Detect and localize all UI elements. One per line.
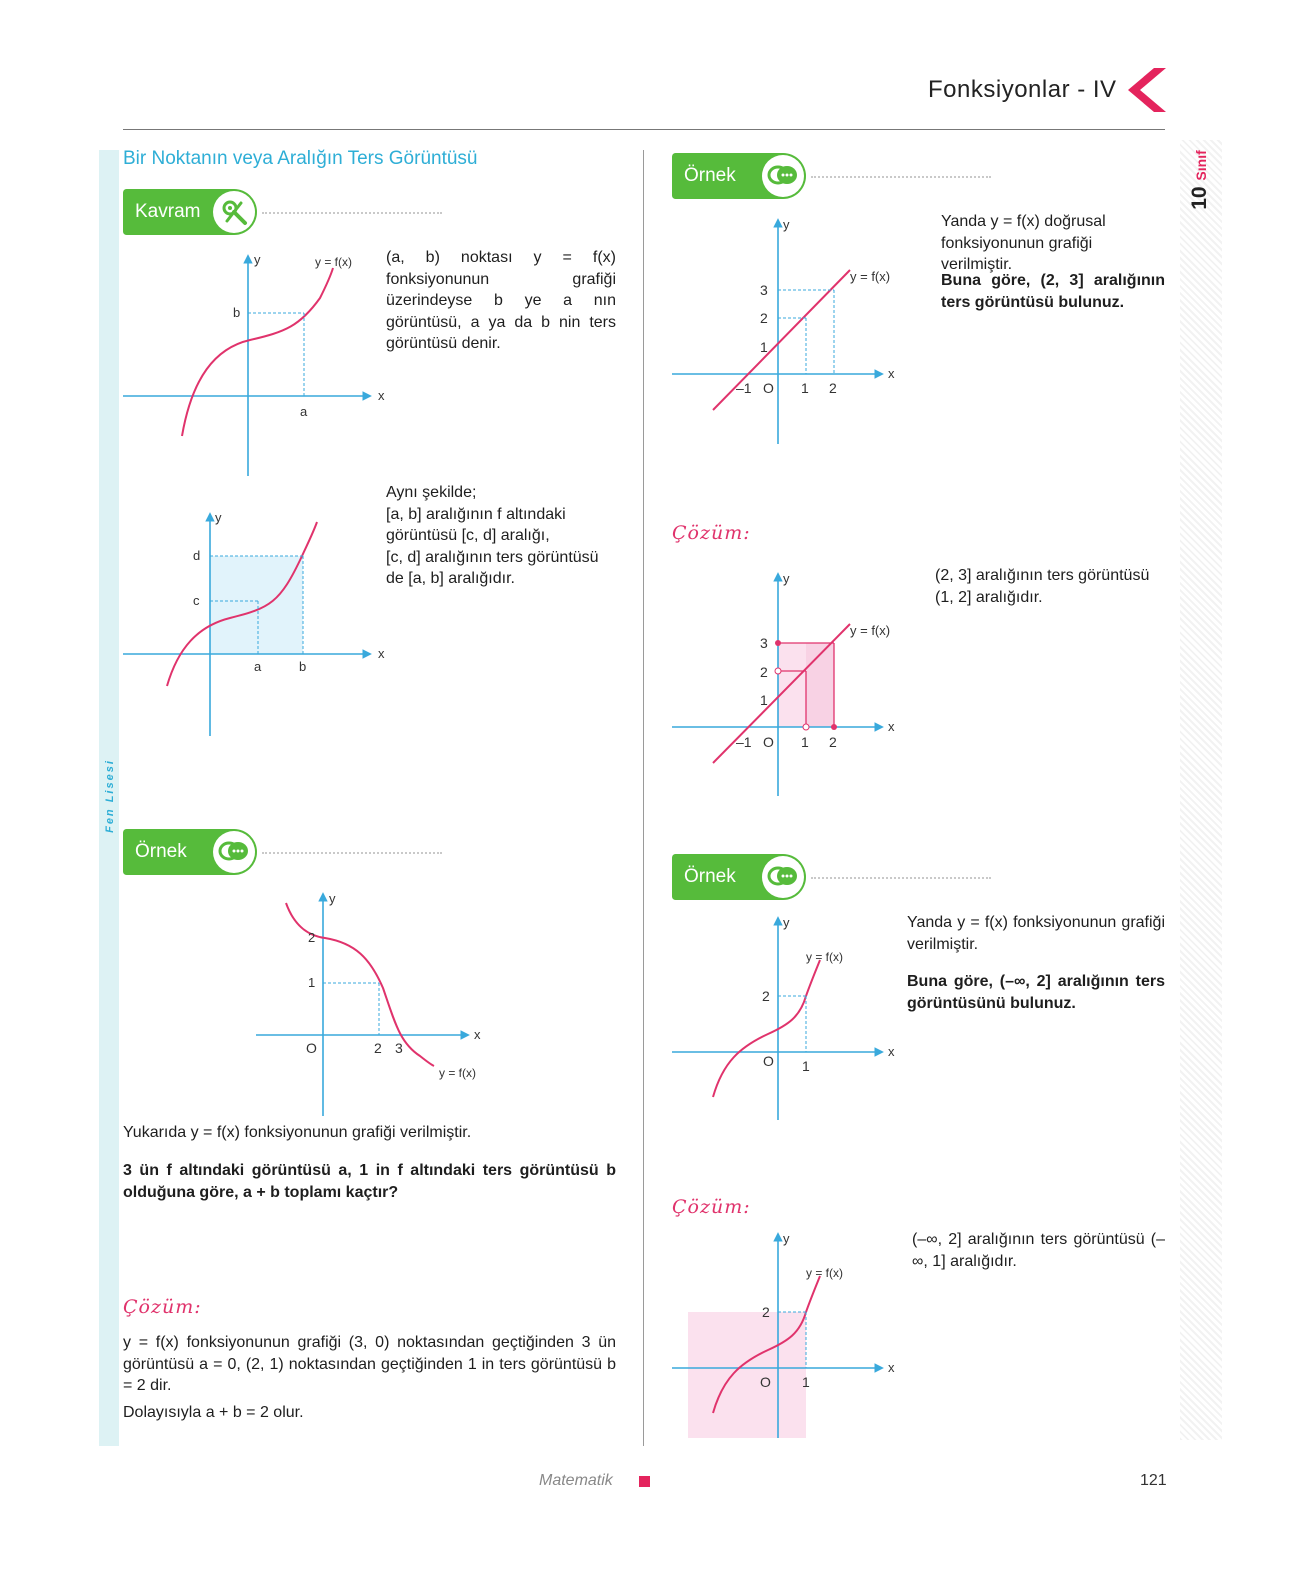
x-axis-label: x: [378, 646, 385, 661]
x-axis-label: x: [888, 1044, 895, 1059]
kavram-paragraph-2: [386, 482, 626, 590]
header-rule: [123, 129, 1165, 130]
column-divider: [643, 150, 644, 1446]
tick-y2: 2: [760, 310, 768, 326]
tick-a: a: [300, 404, 308, 419]
tick-y2: 2: [308, 930, 316, 945]
side-strip-label: Fen Lisesi: [104, 759, 116, 833]
ornek-badge-label: Örnek: [684, 165, 736, 186]
ornek-divider: [262, 852, 442, 854]
section-title: Bir Noktanın veya Aralığın Ters Görüntüsü: [123, 148, 478, 169]
cozum-left-text: y = f(x) fonksiyonunun grafiği (3, 0) noktasından geçtiğinden 3 ün görüntüsü a = 0, (2, 1) noktasından geçtiğinden 1 in ters görüntüsü b = 2 dir.: [123, 1334, 616, 1394]
y-axis-label: y: [783, 915, 790, 930]
curve-label: y = f(x): [850, 623, 891, 638]
tick-b: b: [299, 659, 307, 674]
graph-linear-example: [668, 212, 908, 448]
tick-a: a: [254, 659, 262, 674]
x-axis-label: x: [888, 719, 895, 734]
origin-label: O: [763, 380, 774, 396]
ornek-badge-right-2: [672, 854, 806, 900]
preimage-shade: [688, 1312, 806, 1438]
ornek-right-1-text: Yanda y = f(x) doğrusal fonksiyonunun grafiği verilmiştir.: [941, 213, 1106, 273]
x-axis-label: x: [888, 366, 895, 381]
grade-number: 10: [1188, 186, 1211, 210]
function-curve: [713, 960, 820, 1097]
origin-label: O: [763, 734, 774, 750]
grade-label: Sınıf: [1193, 150, 1209, 181]
graph-interval-preimage: [120, 508, 390, 740]
cozum-label-right-1: Çözüm:: [672, 522, 751, 544]
chat-bubbles-icon: [213, 831, 255, 873]
footer-square: [639, 1476, 650, 1487]
cozum-right-1-text: (2, 3] aralığının ters görüntüsü (1, 2] aralığıdır.: [935, 567, 1150, 606]
tick-y1: 1: [308, 975, 316, 990]
tick-y1: 1: [760, 692, 768, 708]
tick-c: c: [193, 593, 200, 608]
origin-label: O: [306, 1040, 317, 1056]
y-axis-label: y: [783, 217, 790, 232]
closed-point: [775, 640, 781, 646]
ornek-right-2-question: Buna göre, (–∞, 2] aralığının ters görüntüsünü bulunuz.: [907, 973, 1165, 1012]
tick-y1: 1: [760, 339, 768, 355]
x-axis-label: x: [888, 1360, 895, 1375]
curve-label: y = f(x): [315, 255, 353, 269]
origin-label: O: [760, 1374, 771, 1390]
chat-bubbles-icon: [762, 155, 804, 197]
open-point: [803, 724, 809, 730]
chevron-left-icon: [1122, 66, 1168, 114]
kavram-p2-line: Aynı şekilde;: [386, 484, 477, 501]
tick-b: b: [233, 305, 241, 320]
ornek-badge-right-1: [672, 153, 806, 199]
footer-subject: Matematik: [539, 1472, 613, 1489]
ornek-badge-left: [123, 829, 257, 875]
grade-tab: [1186, 150, 1216, 250]
chapter-title: Fonksiyonlar - IV: [928, 76, 1117, 103]
ornek-badge-label: Örnek: [684, 866, 736, 887]
tick-x2: 2: [829, 380, 837, 396]
origin-label: O: [763, 1053, 774, 1069]
cozum-label-right-2: Çözüm:: [672, 1196, 751, 1218]
ornek-right-2-text: Yanda y = f(x) fonksiyonunun grafiği verilmiştir.: [907, 914, 1165, 953]
x-axis-label: x: [474, 1027, 481, 1042]
curve-label: y = f(x): [439, 1066, 477, 1080]
tick-x1: 1: [802, 1058, 810, 1074]
curve-label: y = f(x): [850, 269, 891, 284]
ornek-left-text: Yukarıda y = f(x) fonksiyonunun grafiği verilmiştir.: [123, 1124, 472, 1141]
y-axis-label: y: [783, 571, 790, 586]
interval-shade: [210, 556, 303, 654]
page-number: 121: [1140, 1472, 1167, 1489]
cozum-label-left: Çözüm:: [123, 1296, 202, 1318]
chat-bubbles-icon: [762, 856, 804, 898]
kavram-divider: [262, 212, 442, 214]
tick-x2: 2: [374, 1040, 382, 1056]
y-axis-label: y: [215, 510, 222, 525]
tick-x2: 2: [829, 734, 837, 750]
ornek-badge-label: Örnek: [135, 841, 187, 862]
tick-y2: 2: [762, 988, 770, 1004]
tick-y2: 2: [760, 664, 768, 680]
ornek-divider: [811, 176, 991, 178]
tick-xm1: –1: [736, 734, 752, 750]
curve-label: y = f(x): [806, 1266, 844, 1280]
tick-d: d: [193, 548, 201, 563]
graph-curve-solution: [668, 1228, 908, 1442]
graph-point-preimage: [120, 248, 390, 480]
graph-example-decreasing: [250, 888, 500, 1120]
tick-x1: 1: [801, 380, 809, 396]
tick-x3: 3: [395, 1040, 403, 1056]
cozum-left-result: Dolayısıyla a + b = 2 olur.: [123, 1404, 304, 1421]
kavram-badge-label: Kavram: [135, 201, 201, 222]
graph-curve-example: [668, 912, 908, 1124]
tick-y2: 2: [762, 1304, 770, 1320]
open-point: [775, 668, 781, 674]
tick-x1: 1: [802, 1374, 810, 1390]
cozum-right-2-text: (–∞, 2] aralığının ters görüntüsü (–∞, 1] aralığıdır.: [912, 1231, 1165, 1270]
kavram-p2-line: görüntüsü [c, d] aralığı,: [386, 527, 550, 544]
kavram-paragraph-1: (a, b) noktası y = f(x) fonksiyonunun grafiği üzerindeyse b ye a nın görüntüsü, a ya da b nin ters görüntüsü denir.: [386, 249, 616, 352]
closed-point: [831, 724, 837, 730]
tick-y3: 3: [760, 635, 768, 651]
y-axis-label: y: [254, 252, 261, 267]
wrench-icon: [213, 191, 255, 233]
ornek-left-question: 3 ün f altındaki görüntüsü a, 1 in f altındaki ters görüntüsü b olduğuna göre, a + b toplamı kaçtır?: [123, 1162, 616, 1201]
ornek-right-1-question: Buna göre, (2, 3] aralığının ters görüntüsü bulunuz.: [941, 272, 1165, 311]
kavram-p2-line: [a, b] aralığının f altındaki: [386, 505, 566, 523]
tick-x1: 1: [801, 734, 809, 750]
function-curve: [182, 268, 333, 436]
kavram-badge: [123, 189, 257, 235]
kavram-p2-line: [c, d] aralığının ters görüntüsü: [386, 548, 599, 566]
curve-label: y = f(x): [806, 950, 844, 964]
side-band: [1180, 140, 1222, 1440]
tick-y3: 3: [760, 282, 768, 298]
graph-linear-solution: [668, 566, 908, 802]
y-axis-label: y: [329, 891, 336, 906]
ornek-divider: [811, 877, 991, 879]
y-axis-label: y: [783, 1231, 790, 1246]
x-axis-label: x: [378, 388, 385, 403]
kavram-p2-line: de [a, b] aralığıdır.: [386, 570, 515, 587]
tick-xm1: –1: [736, 380, 752, 396]
